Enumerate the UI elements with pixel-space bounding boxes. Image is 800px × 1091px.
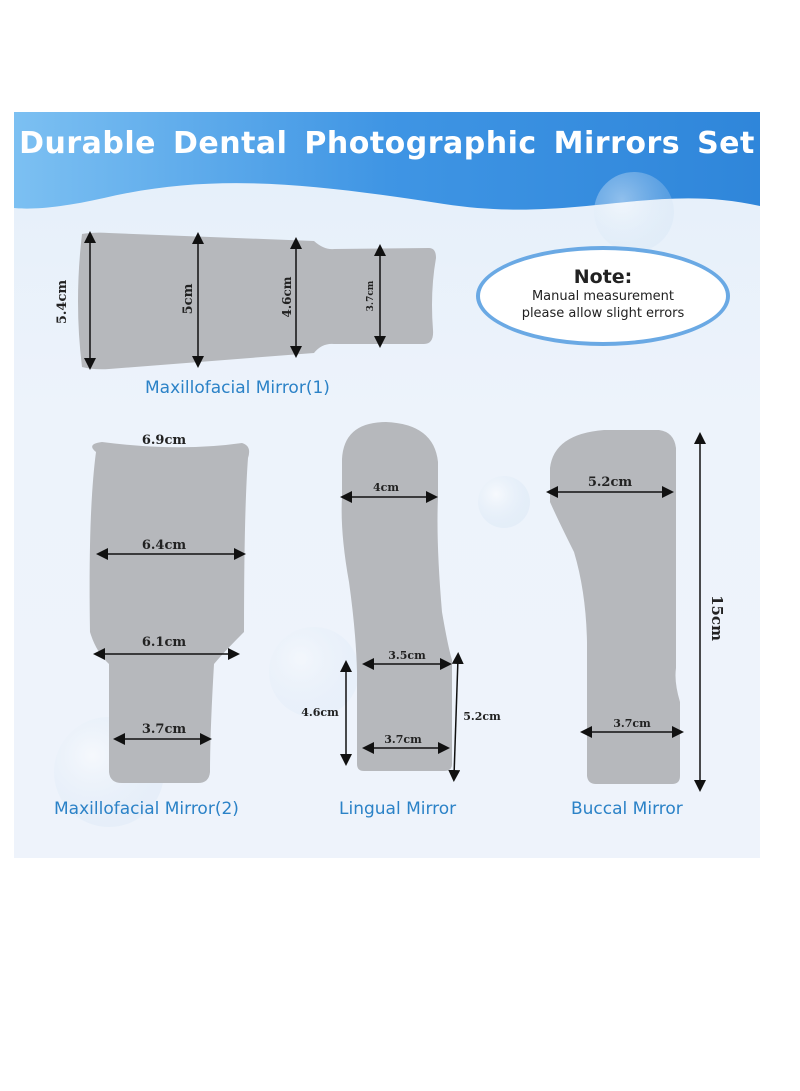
dim-label: 3.7cm (384, 733, 422, 746)
dim-label: 15cm (708, 595, 726, 641)
dim-label: 4.6cm (301, 706, 339, 719)
dim-label: 4cm (373, 481, 399, 494)
caption-maxillofacial-mirror-1: Maxillofacial Mirror(1) (145, 378, 330, 398)
dim-label: 3.7cm (366, 280, 376, 312)
dim-label: 5.2cm (587, 475, 633, 490)
mirror-illustrations (14, 112, 760, 858)
dim-label: 4.6cm (280, 276, 294, 318)
note-heading: Note: (573, 266, 633, 288)
bubble-decoration (478, 476, 530, 528)
dim-label: 3.7cm (613, 717, 651, 730)
dim-label: 3.5cm (388, 649, 426, 662)
dim-label: 6.4cm (141, 538, 187, 553)
dim-label: 6.9cm (141, 433, 187, 448)
note-line-1: Manual measurement (531, 289, 675, 304)
bubble-decoration (594, 172, 674, 252)
caption-buccal-mirror: Buccal Mirror (571, 799, 683, 819)
note-line-2: please allow slight errors (521, 306, 685, 321)
caption-maxillofacial-mirror-2: Maxillofacial Mirror(2) (54, 799, 239, 819)
note-callout (476, 246, 730, 346)
dim-label: 5.4cm (55, 279, 70, 325)
page-title: Durable Dental Photographic Mirrors Set (19, 126, 755, 161)
maxillofacial-mirror-1-shape (78, 233, 436, 370)
dim-arrow (454, 658, 458, 776)
caption-lingual-mirror: Lingual Mirror (339, 799, 457, 819)
dim-label: 5cm (181, 283, 196, 315)
lingual-mirror-shape (342, 422, 452, 771)
dim-label: 5.2cm (463, 710, 501, 723)
dim-label: 6.1cm (141, 635, 187, 650)
product-image-panel (14, 112, 760, 858)
dim-label: 3.7cm (141, 722, 187, 737)
